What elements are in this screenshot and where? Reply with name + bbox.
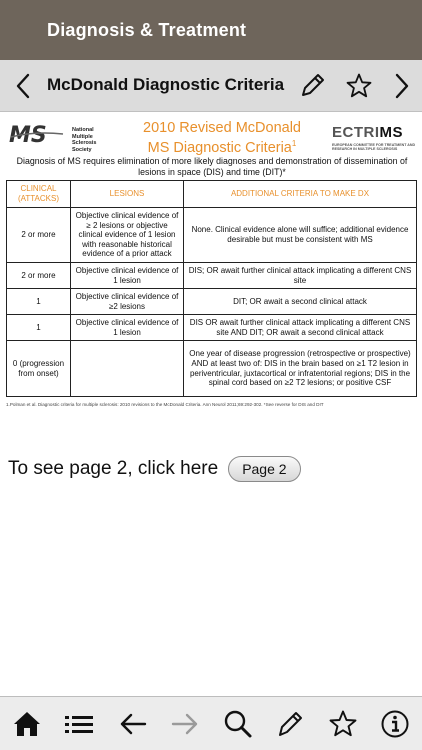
nav-title: McDonald Diagnostic Criteria [47, 75, 285, 94]
document-title-line2: MS Diagnostic Criteria$^1$ [147, 139, 297, 156]
cell-lesions [71, 341, 184, 397]
table-row [7, 263, 417, 289]
document-intro: Diagnosis of MS requires elimination of more likely diagnoses and demonstration of dissemination of lesions in space (DIS) and time (DIT)* [16, 156, 408, 177]
document-title-line1: 2010 Revised McDonald [143, 120, 301, 136]
search-icon [223, 709, 253, 739]
forward-button[interactable] [383, 68, 419, 104]
cell-clinical: 2 or more [7, 208, 71, 263]
document-footnote: 1.Polman et al. Diagnostic criteria for multiple sclerosis: 2010 revisions to the McDonald Criteria. Ann Neurol 2011;69:292-302. *See reverse for DIS and DIT [6, 402, 324, 407]
header-lesions: LESIONS [71, 181, 184, 208]
cell-criteria: One year of disease progression (retrospective or prospective) AND at least two of: DIS in the brain based on ≥1 T2 lesion in periventricular, juxtacortical or infratentorial regions; DIS in the spinal cord based on ≥2 T2 lesions; or positive CSF [184, 341, 417, 397]
page-link [8, 456, 301, 482]
bookmarks-button[interactable] [325, 706, 361, 742]
cell-lesions: Objective clinical evidence of ≥2 lesions [71, 289, 184, 315]
cell-clinical: 2 or more [7, 263, 71, 289]
ectrims-wordmark: ECTRIMS [332, 124, 403, 141]
favorite-button[interactable] [341, 68, 377, 104]
ectrims-subtitle: EUROPEAN COMMITTEE FOR TREATMENT AND RESEARCH IN MULTIPLE SCLEROSIS [332, 143, 416, 152]
home-icon [12, 709, 42, 739]
contents-button[interactable] [61, 706, 97, 742]
table-row [7, 289, 417, 315]
pencil-icon [298, 72, 326, 100]
header-clinical: CLINICAL (ATTACKS) [7, 181, 71, 208]
edit-button[interactable] [294, 68, 330, 104]
cell-clinical: 1 [7, 289, 71, 315]
ectrims-logo [332, 124, 418, 151]
cell-lesions: Objective clinical evidence of ≥ 2 lesions or objective clinical evidence of 1 lesion with reasonable historical evidence of a prior attack [71, 208, 184, 263]
cell-lesions: Objective clinical evidence of 1 lesion [71, 263, 184, 289]
page-2-button[interactable]: Page 2 [228, 456, 300, 482]
arrow-left-icon [118, 709, 148, 739]
app-title: Diagnosis & Treatment [47, 20, 247, 40]
page-link-text: To see page 2, click here [8, 458, 219, 479]
chevron-right-icon [387, 72, 415, 100]
star-icon [328, 709, 358, 739]
cell-criteria: DIS OR await further clinical attack implicating a different CNS site AND DIT; OR await a second clinical attack [184, 315, 417, 341]
table-row [7, 208, 417, 263]
criteria-table [6, 180, 417, 397]
history-forward-button[interactable] [167, 706, 203, 742]
cell-criteria: DIT; OR await a second clinical attack [184, 289, 417, 315]
bottom-toolbar [0, 696, 422, 750]
home-button[interactable] [9, 706, 45, 742]
info-icon [380, 709, 410, 739]
nav-bar [0, 60, 422, 112]
cell-clinical: 1 [7, 315, 71, 341]
document-title [122, 121, 322, 156]
header-additional-criteria: ADDITIONAL CRITERIA TO MAKE DX [184, 181, 417, 208]
list-icon [64, 709, 94, 739]
info-button[interactable] [377, 706, 413, 742]
table-row [7, 315, 417, 341]
cell-clinical: 0 (progression from onset) [7, 341, 71, 397]
table-header-row [7, 181, 417, 208]
arrow-right-icon [170, 709, 200, 739]
star-icon [345, 72, 373, 100]
notes-button[interactable] [272, 706, 308, 742]
search-button[interactable] [220, 706, 256, 742]
criteria-document [0, 113, 422, 413]
ms-society-name: National Multiple Sclerosis Society [72, 127, 97, 153]
history-back-button[interactable] [115, 706, 151, 742]
cell-criteria: DIS; OR await further clinical attack implicating a different CNS site [184, 263, 417, 289]
cell-criteria: None. Clinical evidence alone will suffice; additional evidence desirable but must be consistent with MS [184, 208, 417, 263]
cell-lesions: Objective clinical evidence of 1 lesion [71, 315, 184, 341]
table-row [7, 341, 417, 397]
pencil-icon [275, 709, 305, 739]
svg-text:MS: MS [9, 123, 47, 145]
back-button[interactable] [6, 68, 42, 104]
app-header [0, 0, 422, 60]
ms-society-logo [9, 123, 64, 145]
chevron-left-icon [10, 72, 38, 100]
